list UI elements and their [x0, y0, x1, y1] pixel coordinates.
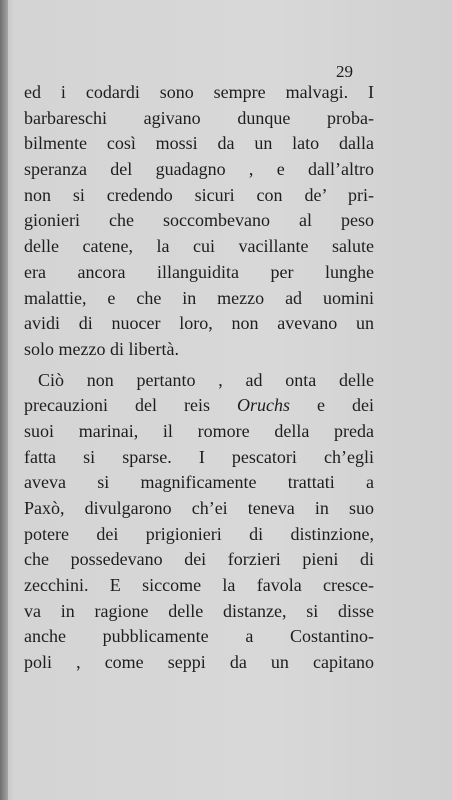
text-line: non si credendo sicuri con de’ pri-	[24, 184, 374, 205]
text-line: speranza del guadagno , e dall’altro	[24, 159, 374, 180]
text-line: gionieri che soccombevano al peso	[24, 210, 374, 231]
text-line: poli , come seppi da un capitano	[24, 652, 374, 673]
text-line: zecchini. E siccome la favola cresce-	[24, 575, 374, 596]
text-line: fatta si sparse. I pescatori ch’egli	[24, 446, 374, 467]
book-spine-shadow	[0, 0, 8, 800]
text-line: Ciò non pertanto , ad onta delle	[38, 369, 374, 390]
text-line: aveva si magnificamente trattati a	[24, 472, 374, 493]
text-line: malattie, e che in mezzo ad uomini	[24, 287, 374, 308]
text-line: bilmente così mossi da un lato dalla	[24, 133, 374, 154]
text-line: che possedevano dei forzieri pieni di	[24, 549, 374, 570]
text-line-with-italic	[24, 393, 374, 419]
page-number: 29	[336, 62, 353, 81]
text-line: anche pubblicamente a Costantino-	[24, 626, 374, 647]
text-line: barbareschi agivano dunque proba-	[24, 107, 374, 128]
body-text	[24, 80, 374, 676]
italic-name: Oruchs	[236, 395, 290, 416]
text-line: suoi marinai, il romore della preda	[24, 420, 374, 441]
text-segment: e dei	[317, 395, 374, 416]
text-line: avidi di nuocer loro, non avevano un	[24, 313, 374, 334]
text-line: va in ragione delle distanze, si disse	[24, 600, 374, 621]
text-line: solo mezzo di libertà.	[24, 338, 179, 359]
text-line: era ancora illanguidita per lunghe	[24, 261, 374, 282]
text-line: potere dei prigionieri di distinzione,	[24, 523, 374, 544]
text-line: Paxò, divulgarono ch’ei teneva in suo	[24, 498, 374, 518]
text-line: delle catene, la cui vacillante salute	[24, 236, 374, 257]
text-line: ed i codardi sono sempre malvagi. I	[24, 82, 374, 102]
text-segment: precauzioni del reis	[24, 395, 210, 416]
